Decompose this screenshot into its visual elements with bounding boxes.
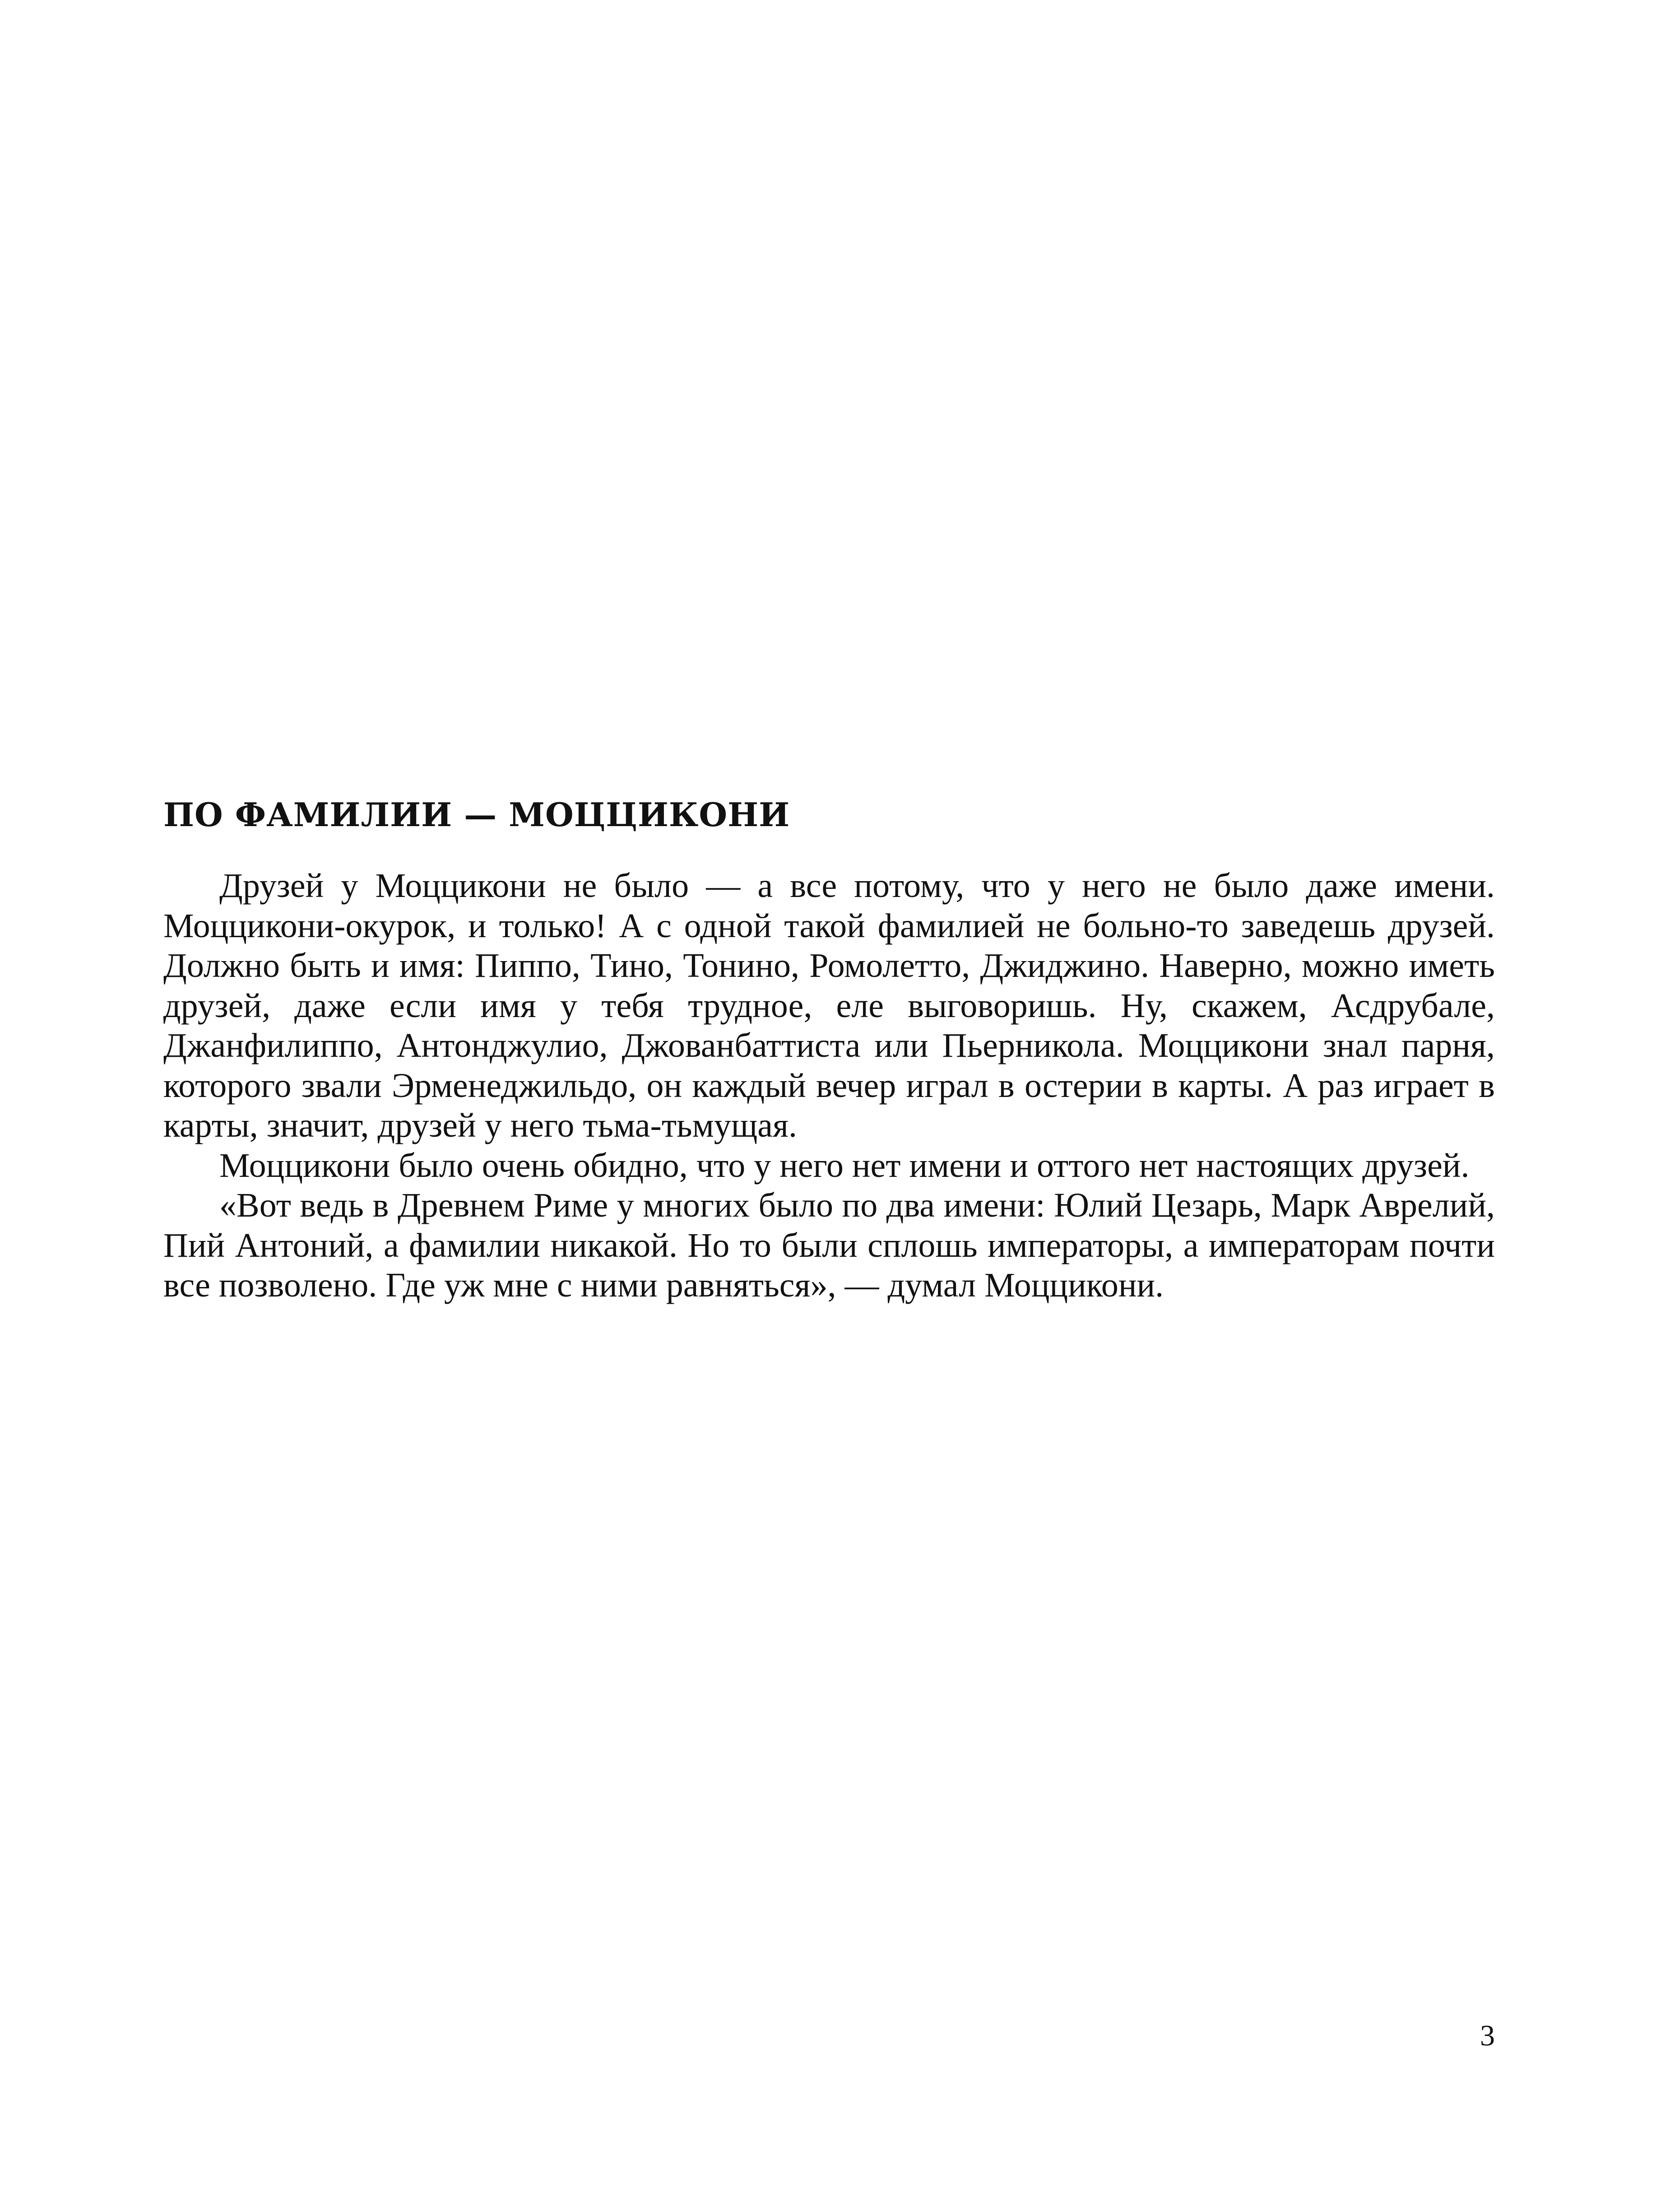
paragraph-3: «Вот ведь в Древнем Риме у многих было по два имени: Юлий Цезарь, Марк Аврелий, Пий Антоний, а фамилии никакой. Но то были сплошь императоры, а императорам почти все позволено. Где уж мне с ними равняться», — думал Моццикони.	[163, 1186, 1495, 1304]
chapter-title: ПО ФАМИЛИИ — МОЦЦИКОНИ	[163, 795, 790, 834]
chapter-body	[163, 866, 1495, 1306]
page-number: 3	[1480, 2019, 1495, 2052]
paragraph-2: Моццикони было очень обидно, что у него нет имени и оттого нет настоящих друзей.	[219, 1146, 1470, 1185]
paragraph-1: Друзей у Моццикони не было — а все потому, что у него не было даже имени. Моццикони-окурок, и только! А с одной такой фамилией не больно-то заведешь друзей. Должно быть и имя: Пиппо, Тино, Тонино, Ромолетто, Джиджино. Наверно, можно иметь друзей, даже если имя у тебя трудное, еле выговоришь. Ну, скажем, Асдрубале, Джанфилиппо, Антонджулио, Джованбаттиста или Пьерникола. Моццикони знал парня, которого звали Эрменеджильдо, он каждый вечер играл в остерии в карты. А раз играет в карты, значит, друзей у него тьма-тьмущая.	[163, 867, 1495, 1144]
